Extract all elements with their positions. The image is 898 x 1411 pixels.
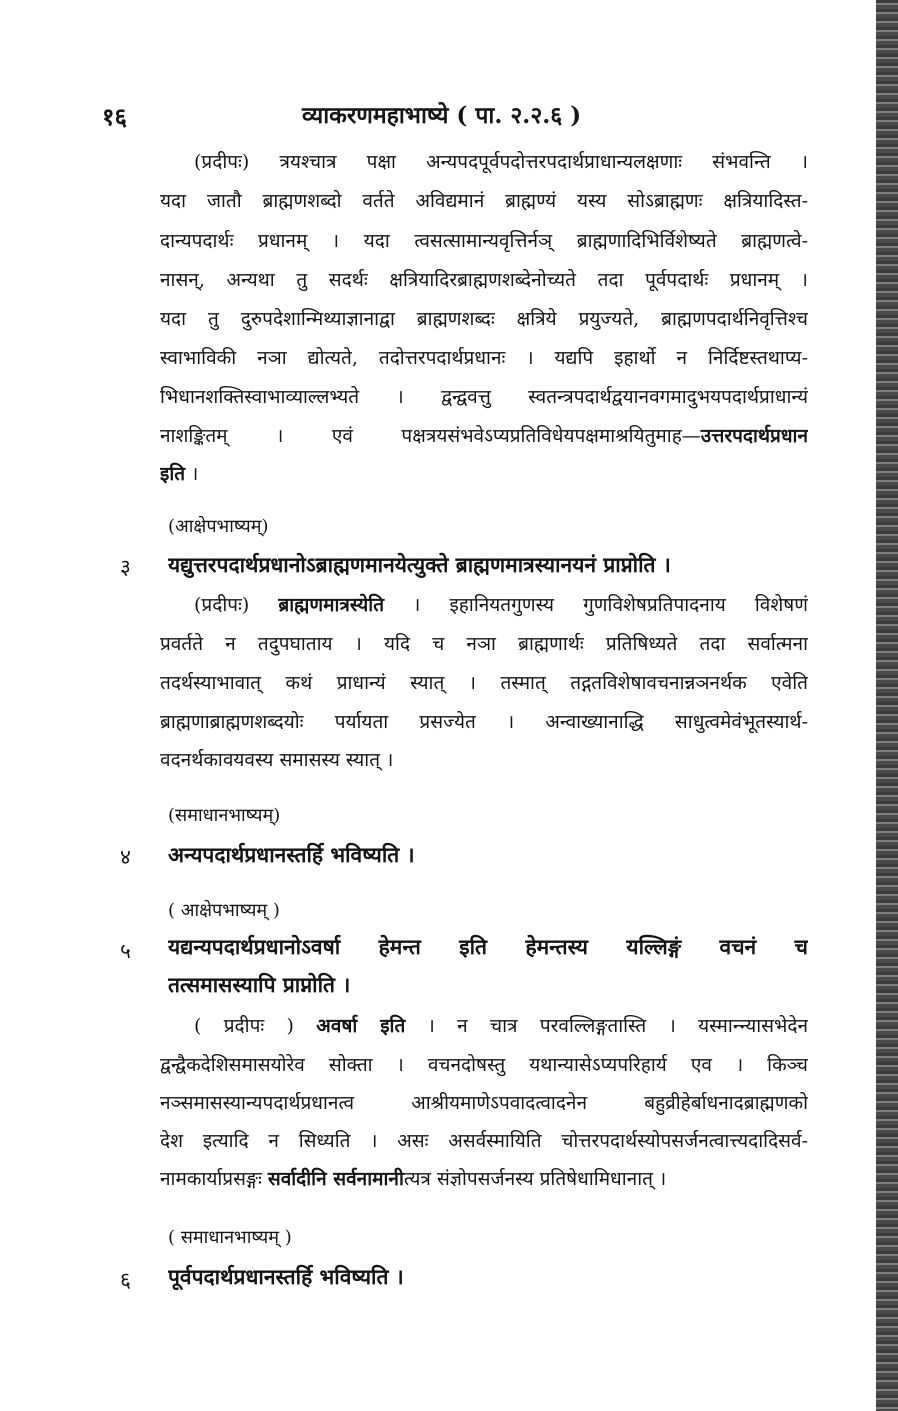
text-line: द्वन्द्वैकदेशिसमासयोरेव सोक्ता । वचनदोषस्तु यथान्यासेऽप्यपरिहार्य एव । किञ्च: [160, 1054, 808, 1076]
section-label-samadhana: ( समाधानभाष्यम् ): [168, 1227, 292, 1248]
scanned-page-edge: [876, 0, 898, 1411]
page-header: [0, 98, 876, 138]
text-line: दान्यपदार्थः प्रधानम् । यदा त्वसत्सामान्यवृत्तिर्नञ् ब्राह्मणादिभिर्विशेष्यते ब्राह्मणत्वे-: [160, 230, 808, 252]
text-line: इति ।: [160, 463, 199, 485]
pradipa-tag: (प्रदीपः): [194, 151, 250, 173]
text-line: प्रवर्तते न तदुपघाताय । यदि च नञा ब्राह्मणार्थः प्रतिषिध्यते तदा सर्वात्मना: [160, 633, 808, 655]
text-line: भिधानशक्तिस्वाभाव्याल्लभ्यते । द्वन्द्ववत्तु स्वतन्त्रपदार्थद्वयानवगमादुभयपदार्थप्राधान्यं: [160, 386, 808, 408]
page-number: १६: [102, 102, 127, 131]
text-line: वदनर्थकावयवस्य समासस्य स्यात् ।: [160, 749, 394, 771]
text-line: नामकार्याप्रसङ्गः सर्वादीनि सर्वनामानीत्यत्र संज्ञोपसर्जनस्य प्रतिषेधामिधानात् ।: [160, 1168, 667, 1190]
text-line: तदर्थस्याभावात् कथं प्राधान्यं स्यात् । तस्मात् तद्गतविशेषावचनान्नञनर्थक एवेति: [160, 672, 808, 694]
pradipa-tag: ( प्रदीपः ): [194, 1015, 294, 1037]
running-title: व्याकरणमहाभाष्ये ( पा. २.२.६ ): [302, 102, 582, 129]
pratika-term: इति: [160, 463, 186, 485]
section-label-akshepa: ( आक्षेपभाष्यम् ): [168, 900, 280, 921]
pratika-term: ब्राह्मणमात्रस्येति: [278, 594, 385, 616]
section-label-akshepa: (आक्षेपभाष्यम्): [168, 516, 269, 537]
bhashya-text: तत्समासस्यापि प्राप्नोति ।: [168, 972, 351, 997]
bhashya-text: यद्युत्तरपदार्थप्रधानोऽब्राह्मणमानयेत्युक्ते ब्राह्मणमात्रस्यानयनं प्राप्नोति ।: [168, 552, 671, 577]
bhashya-text: अन्यपदार्थप्रधानस्तर्हि भविष्यति ।: [168, 842, 415, 867]
text-line: ब्राह्मणाब्राह्मणशब्दयोः पर्यायता प्रसज्येत । अन्वाख्यानाद्धि साधुत्वमेवंभूतस्यार्थ-: [160, 711, 808, 733]
text-line: देश इत्यादि न सिध्यति । असः असर्वस्मायिति चोत्तरपदार्थस्योपसर्जनत्वात्त्यदादिसर्व-: [160, 1130, 808, 1152]
text-line: यदा तु दुरुपदेशान्मिथ्याज्ञानाद्वा ब्राह्मणशब्दः क्षत्रिये प्रयुज्यते, ब्राह्मणपदार्थनिवृत्तिश्च: [160, 308, 808, 330]
bhashya-number: ४: [120, 845, 131, 869]
bhashya-text: यद्यन्यपदार्थप्रधानोऽवर्षा हेमन्त इति हेमन्तस्य यल्लिङ्गं वचनं च: [168, 934, 808, 959]
sutra-quote: सर्वादीनि सर्वनामानी: [267, 1168, 404, 1190]
text-line: (प्रदीपः) त्रयश्चात्र पक्षा अन्यपदपूर्वपदोत्तरपदार्थप्राधान्यलक्षणाः संभवन्ति ।: [194, 151, 808, 173]
bhashya-text: पूर्वपदार्थप्रधानस्तर्हि भविष्यति ।: [168, 1264, 404, 1289]
text-line: नासन्, अन्यथा तु सदर्थः क्षत्रियादिरब्राह्मणशब्देनोच्यते तदा पूर्वपदार्थः प्रधानम् ।: [160, 269, 808, 291]
text-line: ( प्रदीपः ) अवर्षा इति । न चात्र परवल्लिङ्गतास्ति । यस्मान्न्यासभेदेन: [194, 1015, 808, 1037]
text-line: यदा जातौ ब्राह्मणशब्दो वर्तते अविद्यमानं ब्राह्मण्यं यस्य सोऽब्राह्मणः क्षत्रियादिस्त-: [160, 190, 808, 212]
bhashya-number: ३: [120, 555, 131, 579]
pradipa-tag: (प्रदीपः): [194, 594, 250, 616]
pratika-term: अवर्षा इति: [316, 1015, 406, 1037]
text-line: नाशङ्कितम् । एवं पक्षत्रयसंभवेऽप्यप्रतिविधेयपक्षमाश्रयितुमाह—उत्तरपदार्थप्रधान: [160, 425, 808, 447]
text-line: नञ्समासस्यान्यपदार्थप्रधानत्व आश्रीयमाणेऽपवादत्वादनेन बहुव्रीहेर्बाधनादब्राह्मणको: [160, 1092, 808, 1114]
bhashya-number: ५: [120, 939, 131, 963]
section-label-samadhana: (समाधानभाष्यम्): [168, 805, 281, 826]
pratika-term: उत्तरपदार्थप्रधान: [700, 425, 808, 447]
text-line: स्वाभाविकी नञा द्योत्यते, तदोत्तरपदार्थप्रधानः । यद्यपि इहार्थो न निर्दिष्टस्तथाप्य-: [160, 347, 808, 369]
text-line: (प्रदीपः) ब्राह्मणमात्रस्येति । इहानियतगुणस्य गुणविशेषप्रतिपादनाय विशेषणं: [194, 594, 808, 616]
bhashya-number: ६: [120, 1268, 131, 1292]
